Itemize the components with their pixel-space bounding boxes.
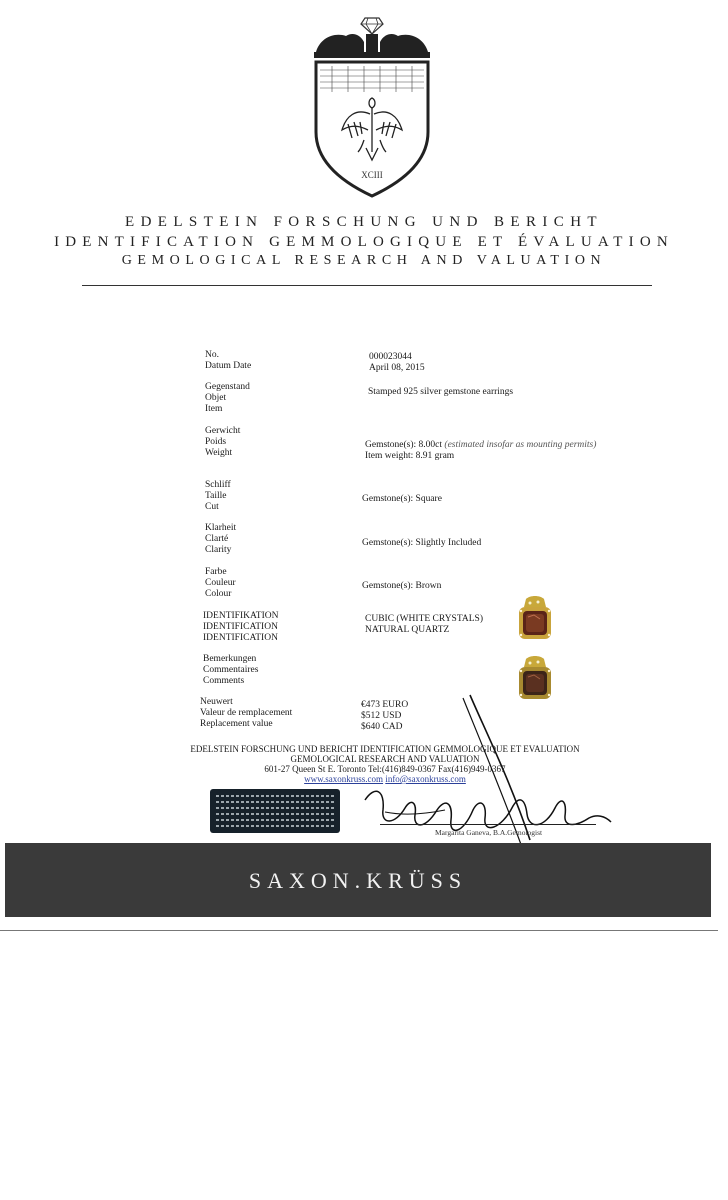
label-weight-en: Weight xyxy=(205,448,233,458)
label-replacement-de: Neuwert xyxy=(200,697,233,707)
crest-logo xyxy=(312,12,432,198)
label-cut-en: Cut xyxy=(205,502,219,512)
label-identification-en: IDENTIFICATION xyxy=(203,633,278,643)
value-replacement-usd: $512 USD xyxy=(361,711,402,721)
weight-gemstone-text: Gemstone(s): 8.00ct xyxy=(365,440,443,450)
label-weight-fr: Poids xyxy=(205,437,227,447)
header-french: IDENTIFICATION GEMMOLOGIQUE ET ÉVALUATION xyxy=(54,234,674,250)
brand-name: SAXON.KRÜSS xyxy=(248,868,468,893)
label-item-fr: Objet xyxy=(205,393,227,403)
label-comments-de: Bemerkungen xyxy=(203,654,257,664)
gemologist-name: Margarita Ganeva, B.A.Gemologist xyxy=(435,828,543,837)
footer-org-line1: EDELSTEIN FORSCHUNG UND BERICHT IDENTIFICATION GEMMOLOGIQUE ET EVALUATION xyxy=(190,744,580,754)
label-cut-fr: Taille xyxy=(205,491,227,501)
label-colour-de: Farbe xyxy=(205,567,227,577)
label-replacement-en: Replacement value xyxy=(200,719,273,729)
email-link[interactable]: info@saxonkruss.com xyxy=(385,774,466,784)
footer-org-line2: GEMOLOGICAL RESEARCH AND VALUATION xyxy=(290,754,480,764)
value-date: April 08, 2015 xyxy=(369,363,425,373)
label-replacement-fr: Valeur de remplacement xyxy=(200,708,293,718)
hologram-seal xyxy=(210,789,340,833)
label-number: No. xyxy=(205,350,219,360)
label-clarity-fr: Clarté xyxy=(205,534,229,544)
label-item-de: Gegenstand xyxy=(205,382,250,392)
value-weight-gemstone xyxy=(365,440,596,451)
value-replacement-eur: €473 EURO xyxy=(361,700,409,710)
label-colour-en: Colour xyxy=(205,589,232,599)
value-clarity: Gemstone(s): Slightly Included xyxy=(362,538,482,548)
value-weight-item: Item weight: 8.91 gram xyxy=(365,451,455,461)
value-identification-2: NATURAL QUARTZ xyxy=(365,625,450,635)
label-colour-fr: Couleur xyxy=(205,578,236,588)
label-comments-en: Comments xyxy=(203,676,245,686)
header-english: GEMOLOGICAL RESEARCH AND VALUATION xyxy=(121,253,607,268)
label-cut-de: Schliff xyxy=(205,480,231,490)
label-identification-fr: IDENTIFICATION xyxy=(203,622,278,632)
weight-note: (estimated insofar as mounting permits) xyxy=(444,440,597,450)
earring-photo-1 xyxy=(514,595,554,645)
value-cut: Gemstone(s): Square xyxy=(362,494,442,504)
bottom-rule xyxy=(0,930,718,931)
header-german: EDELSTEIN FORSCHUNG UND BERICHT xyxy=(125,214,603,230)
value-identification-1: CUBIC (WHITE CRYSTALS) xyxy=(365,614,483,624)
label-weight-de: Gerwicht xyxy=(205,426,241,436)
header-divider xyxy=(82,285,652,286)
label-identification-de: IDENTIFIKATION xyxy=(203,611,279,621)
value-item: Stamped 925 silver gemstone earrings xyxy=(368,387,514,397)
crest-numeral: XCIII xyxy=(361,170,383,180)
value-number: 000023044 xyxy=(369,352,412,362)
label-clarity-de: Klarheit xyxy=(205,523,237,533)
label-date: Datum Date xyxy=(205,361,252,371)
signature-line xyxy=(380,824,596,825)
website-link[interactable]: www.saxonkruss.com xyxy=(304,774,384,784)
label-item-en: Item xyxy=(205,404,223,414)
label-clarity-en: Clarity xyxy=(205,545,232,555)
value-replacement-cad: $640 CAD xyxy=(361,722,403,732)
value-colour: Gemstone(s): Brown xyxy=(362,581,442,591)
label-comments-fr: Commentaires xyxy=(203,665,259,675)
footer-address: 601-27 Queen St E. Toronto Tel:(416)849-0367 Fax(416)949-0367 xyxy=(264,764,506,774)
